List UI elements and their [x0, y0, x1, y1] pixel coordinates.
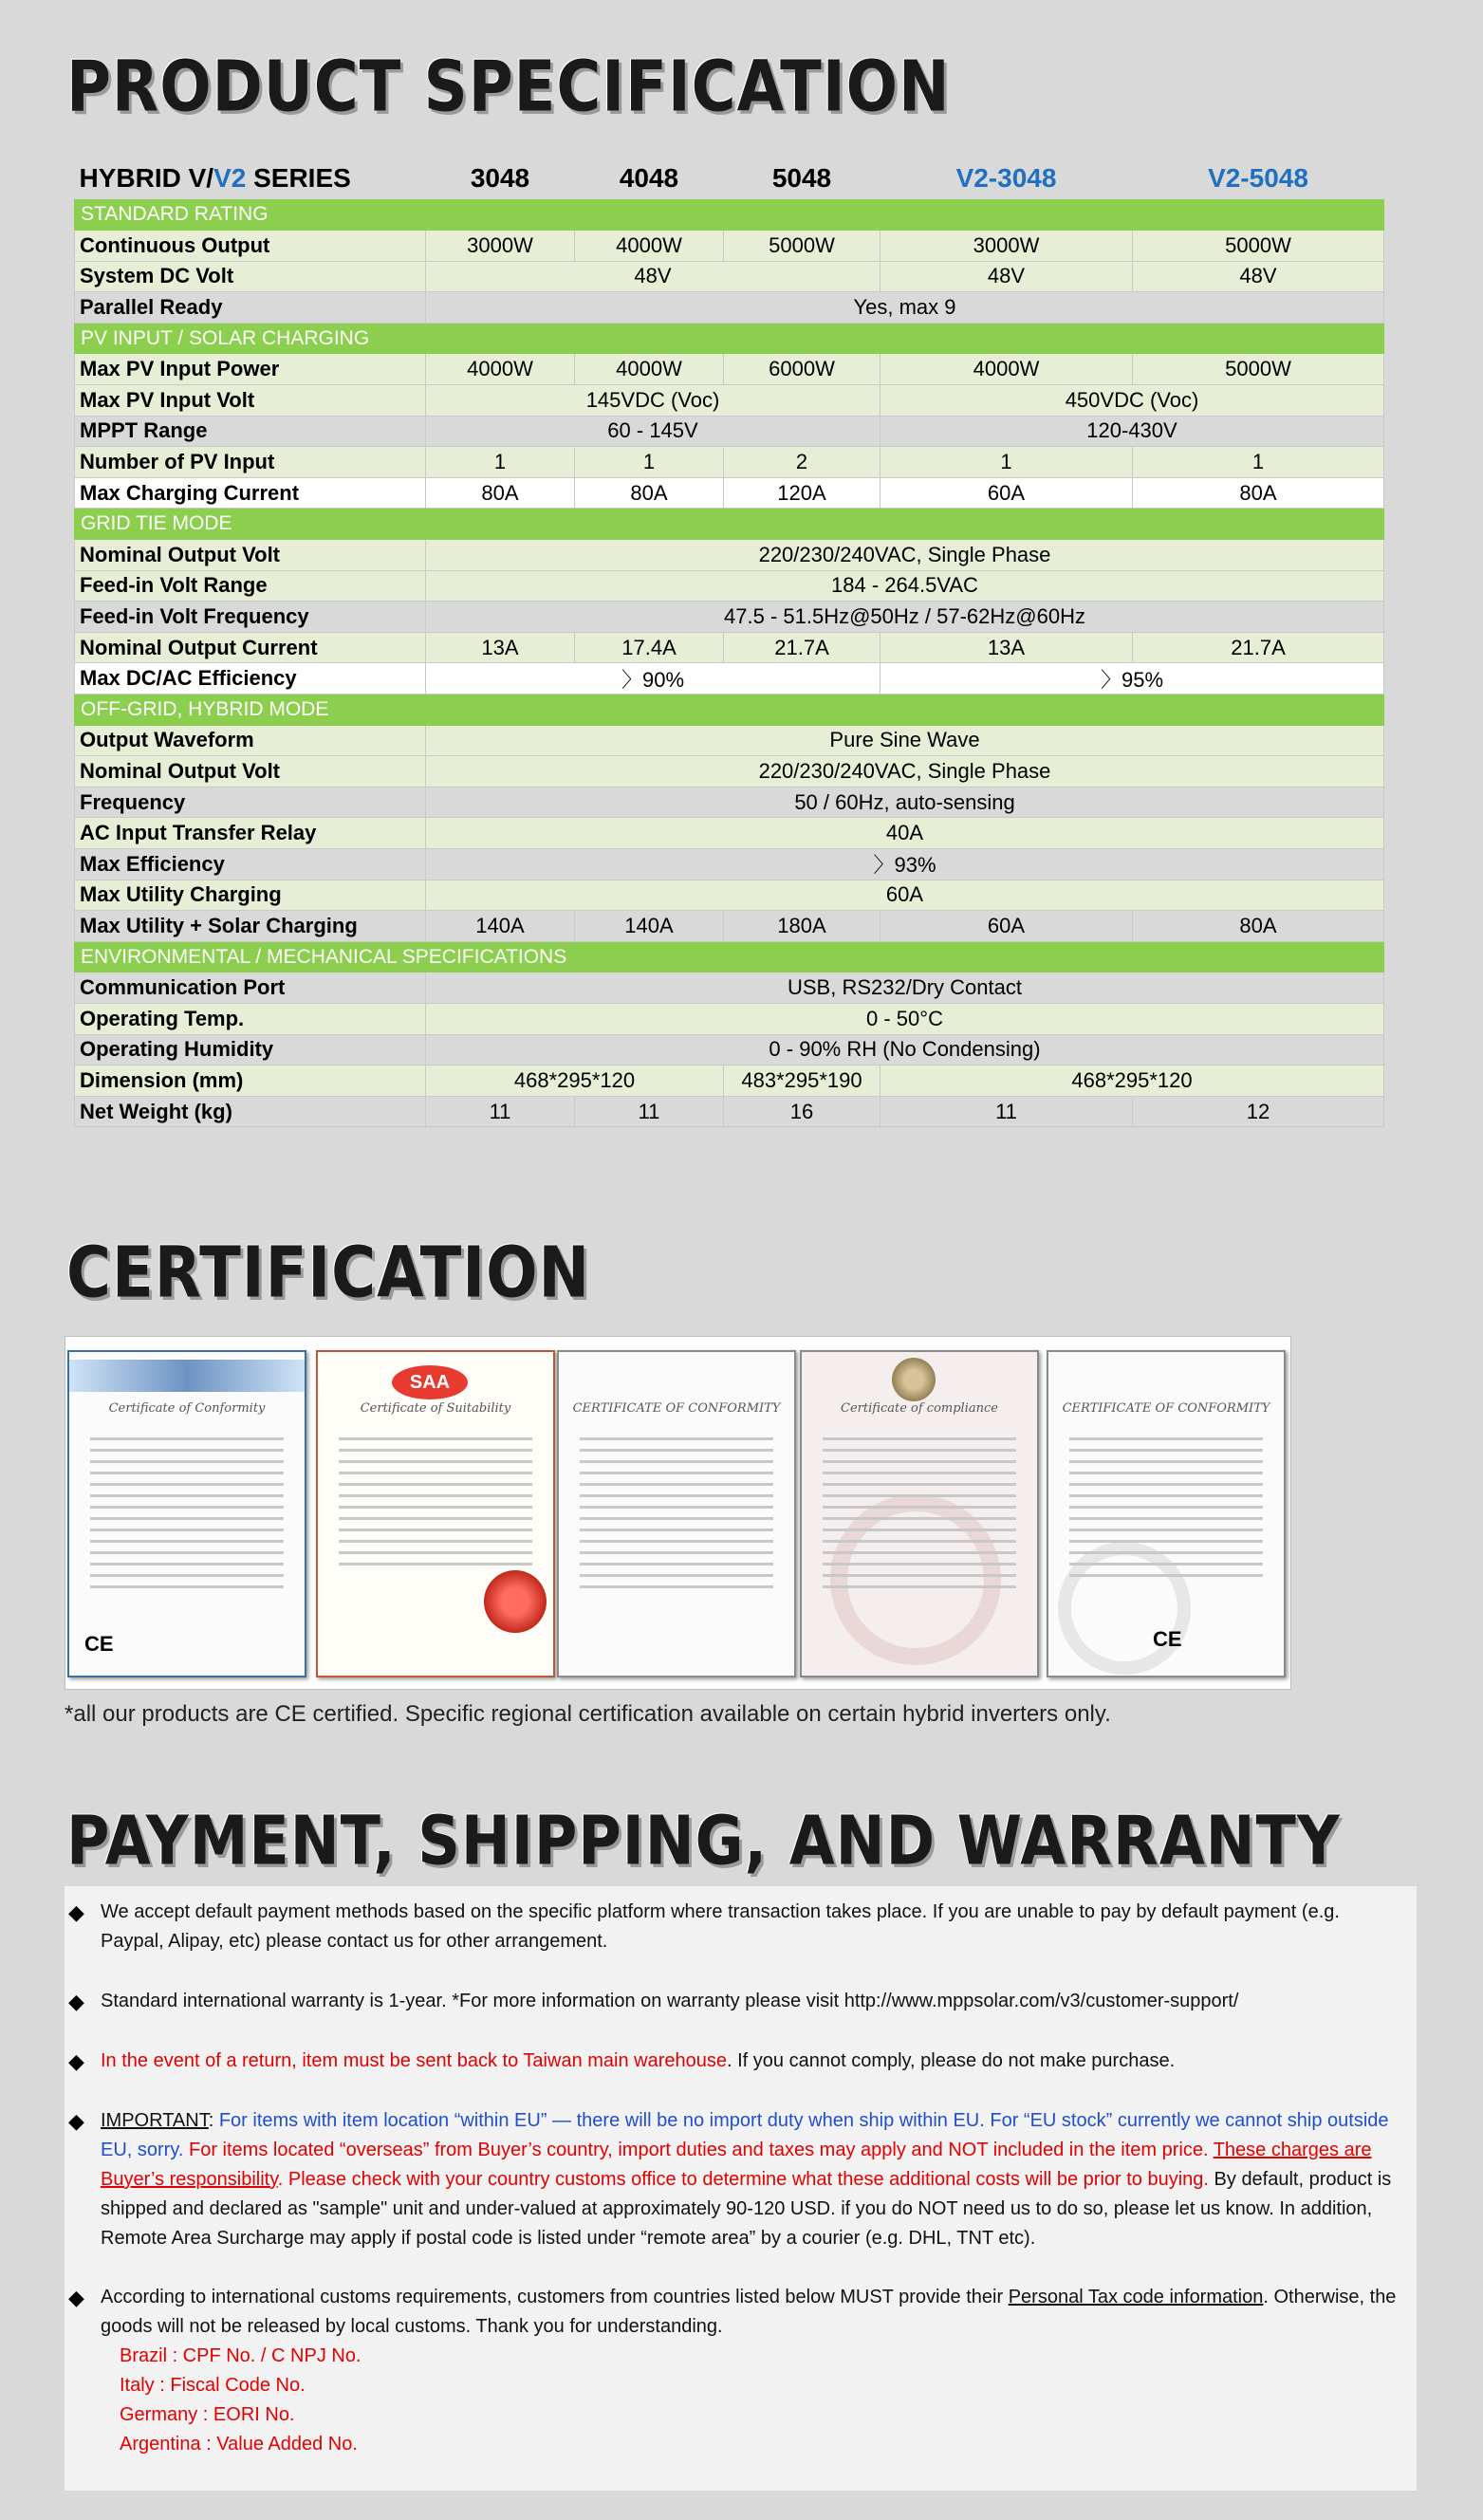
cell: 13A [426, 632, 575, 663]
row-label: Continuous Output [75, 231, 426, 262]
tax-code-brazil: Brazil : CPF No. / C NPJ No. [120, 2345, 361, 2366]
payment-heading: PAYMENT, SHIPPING, AND WARRANTY [66, 1801, 1341, 1881]
model-5048: 5048 [724, 158, 881, 199]
certificate-image: Certificate of Conformity CE [67, 1350, 306, 1677]
row-label: Communication Port [75, 973, 426, 1004]
table-row [75, 632, 1384, 663]
row-label: AC Input Transfer Relay [75, 818, 426, 849]
cell: 180A [724, 911, 881, 942]
table-row [75, 570, 1384, 602]
table-row [75, 663, 1384, 695]
cell: 40A [426, 818, 1384, 849]
cell: 5000W [1133, 231, 1384, 262]
table-row [75, 385, 1384, 417]
cell: 120A [724, 477, 881, 509]
cell: 1 [1133, 447, 1384, 478]
cell: 〉95% [881, 663, 1384, 695]
table-row [75, 756, 1384, 788]
spec-table [74, 158, 1384, 1127]
cell: USB, RS232/Dry Contact [426, 973, 1384, 1004]
cell: 1 [881, 447, 1133, 478]
table-row [75, 602, 1384, 633]
payment-methods-paragraph: ◆ We accept default payment methods based on the specific platform where transaction takes place. If you are unable to pay by default payment (e.g. Paypal, Alipay, etc) please contact us for other arrangement. [101, 1898, 1405, 1956]
cell: 140A [426, 911, 575, 942]
cell: 48V [881, 261, 1133, 292]
diamond-bullet-icon: ◆ [68, 2286, 84, 2309]
table-row [75, 911, 1384, 942]
row-label: Nominal Output Current [75, 632, 426, 663]
cell: 21.7A [724, 632, 881, 663]
cell: 3000W [881, 231, 1133, 262]
cell: 〉93% [426, 848, 1384, 880]
cell: 5000W [1133, 354, 1384, 385]
cell: 80A [426, 477, 575, 509]
cell: 184 - 264.5VAC [426, 570, 1384, 602]
table-row [75, 1096, 1384, 1127]
cell: 13A [881, 632, 1133, 663]
table-row [75, 261, 1384, 292]
cell: 450VDC (Voc) [881, 385, 1384, 417]
table-row [75, 447, 1384, 478]
cell: 0 - 50°C [426, 1003, 1384, 1034]
row-label: Output Waveform [75, 725, 426, 756]
cell: 48V [426, 261, 881, 292]
table-row [75, 973, 1384, 1004]
seal-icon [484, 1570, 547, 1633]
row-label: Number of PV Input [75, 447, 426, 478]
cell: 1 [426, 447, 575, 478]
model-4048: 4048 [575, 158, 724, 199]
seal-icon [892, 1358, 936, 1401]
cell: 4000W [881, 354, 1133, 385]
row-label: Net Weight (kg) [75, 1096, 426, 1127]
certificate-image: CERTIFICATE OF CONFORMITY [557, 1350, 796, 1677]
cell: Pure Sine Wave [426, 725, 1384, 756]
table-row [75, 477, 1384, 509]
product-specification-heading: PRODUCT SPECIFICATION [66, 47, 951, 129]
cell: 17.4A [575, 632, 724, 663]
tax-code-paragraph: ◆ According to international customs requirements, customers from countries listed below MUST provide their Personal Tax code information. Otherwise, the goods will not be released by local customs. Thank you for understanding. [101, 2283, 1405, 2342]
cell: 50 / 60Hz, auto-sensing [426, 787, 1384, 818]
row-label: Max Efficiency [75, 848, 426, 880]
cell: 3000W [426, 231, 575, 262]
model-3048: 3048 [426, 158, 575, 199]
cell: 0 - 90% RH (No Condensing) [426, 1034, 1384, 1065]
cell: 16 [724, 1096, 881, 1127]
payment-info-box [65, 1886, 1417, 2491]
row-label: Nominal Output Volt [75, 540, 426, 571]
cell: 48V [1133, 261, 1384, 292]
cell: 468*295*120 [426, 1065, 724, 1097]
row-label: Nominal Output Volt [75, 756, 426, 788]
certificate-image: Certificate of compliance [800, 1350, 1039, 1677]
cell: 21.7A [1133, 632, 1384, 663]
row-label: Max PV Input Power [75, 354, 426, 385]
model-v2-5048: V2-5048 [1133, 158, 1384, 199]
cell: 145VDC (Voc) [426, 385, 881, 417]
certificate-image: SAA Certificate of Suitability [316, 1350, 555, 1677]
cell: 4000W [575, 231, 724, 262]
table-row [75, 725, 1384, 756]
cell: 80A [1133, 911, 1384, 942]
row-label: Operating Temp. [75, 1003, 426, 1034]
cell: 47.5 - 51.5Hz@50Hz / 57-62Hz@60Hz [426, 602, 1384, 633]
row-label: Max Utility + Solar Charging [75, 911, 426, 942]
row-label: Max DC/AC Efficiency [75, 663, 426, 695]
row-label: Feed-in Volt Frequency [75, 602, 426, 633]
section-standard-rating: STANDARD RATING [75, 199, 1384, 231]
cell: 120-430V [881, 416, 1384, 447]
certificate-image: CERTIFICATE OF CONFORMITY CE [1047, 1350, 1286, 1677]
cell: 80A [1133, 477, 1384, 509]
table-row [75, 354, 1384, 385]
section-off-grid: OFF-GRID, HYBRID MODE [75, 695, 1384, 726]
ce-mark-icon: CE [1153, 1627, 1182, 1651]
section-environmental: ENVIRONMENTAL / MECHANICAL SPECIFICATIONS [75, 941, 1384, 973]
ce-mark-icon: CE [84, 1632, 114, 1656]
row-label: MPPT Range [75, 416, 426, 447]
table-row [75, 231, 1384, 262]
diamond-bullet-icon: ◆ [68, 1990, 84, 2013]
table-row [75, 292, 1384, 324]
warranty-paragraph: ◆ Standard international warranty is 1-year. *For more information on warranty please visit http://www.mppsolar.com/v3/customer-support/ [101, 1987, 1405, 2016]
cell: 11 [881, 1096, 1133, 1127]
table-row [75, 416, 1384, 447]
table-row [75, 1065, 1384, 1097]
model-v2-3048: V2-3048 [881, 158, 1133, 199]
cell: 60A [881, 477, 1133, 509]
cell: 220/230/240VAC, Single Phase [426, 756, 1384, 788]
saa-logo-icon: SAA [392, 1365, 468, 1399]
cell: 220/230/240VAC, Single Phase [426, 540, 1384, 571]
return-paragraph: ◆ In the event of a return, item must be sent back to Taiwan main warehouse. If you cannot comply, please do not make purchase. [101, 2047, 1405, 2076]
row-label: Feed-in Volt Range [75, 570, 426, 602]
table-row [75, 880, 1384, 911]
row-label: Max PV Input Volt [75, 385, 426, 417]
diamond-bullet-icon: ◆ [68, 2049, 84, 2073]
cell: 80A [575, 477, 724, 509]
spec-header-row [75, 158, 1384, 199]
cell: 11 [575, 1096, 724, 1127]
cell: 4000W [575, 354, 724, 385]
tax-code-argentina: Argentina : Value Added No. [120, 2434, 358, 2455]
row-label: Max Utility Charging [75, 880, 426, 911]
row-label: Max Charging Current [75, 477, 426, 509]
cell: 60 - 145V [426, 416, 881, 447]
cell: Yes, max 9 [426, 292, 1384, 324]
cell: 11 [426, 1096, 575, 1127]
tax-code-germany: Germany : EORI No. [120, 2404, 295, 2425]
section-pv-input: PV INPUT / SOLAR CHARGING [75, 323, 1384, 354]
table-row [75, 540, 1384, 571]
row-label: Frequency [75, 787, 426, 818]
row-label: Operating Humidity [75, 1034, 426, 1065]
cell: 4000W [426, 354, 575, 385]
diamond-bullet-icon: ◆ [68, 1900, 84, 1924]
cell: 140A [575, 911, 724, 942]
diamond-bullet-icon: ◆ [68, 2109, 84, 2133]
row-label: System DC Volt [75, 261, 426, 292]
table-row [75, 818, 1384, 849]
important-paragraph: ◆ IMPORTANT: For items with item location “within EU” — there will be no import duty when ship within EU. For “EU stock” currently we cannot ship outside EU, sorry. For items located “overseas” from Buyer’s country, import duties and taxes may apply and NOT included in the item price. These charges are Buyer’s responsibility. Please check with your country customs office to determine what these additional costs will be prior to buying. By default, product is shipped and declared as "sample" unit and under-valued at approximately 90-120 USD. if you do NOT need us to do so, please let us know. In addition, Remote Area Surcharge may apply if postal code is listed under “remote area” by a courier (e.g. DHL, TNT etc). [101, 2106, 1405, 2253]
table-row [75, 848, 1384, 880]
cell: 12 [1133, 1096, 1384, 1127]
cell: 468*295*120 [881, 1065, 1384, 1097]
row-label: Parallel Ready [75, 292, 426, 324]
table-row [75, 787, 1384, 818]
cell: 5000W [724, 231, 881, 262]
cell: 〉90% [426, 663, 881, 695]
tax-code-italy: Italy : Fiscal Code No. [120, 2375, 306, 2396]
certification-note: *all our products are CE certified. Specific regional certification available on certain hybrid inverters only. [65, 1701, 1111, 1727]
series-label: HYBRID V/V2 SERIES [75, 158, 426, 199]
row-label: Dimension (mm) [75, 1065, 426, 1097]
cell: 483*295*190 [724, 1065, 881, 1097]
certificate-gallery [65, 1336, 1291, 1690]
table-row [75, 1003, 1384, 1034]
certification-heading: CERTIFICATION [66, 1233, 591, 1315]
cell: 1 [575, 447, 724, 478]
section-grid-tie: GRID TIE MODE [75, 509, 1384, 540]
cell: 60A [881, 911, 1133, 942]
table-row [75, 1034, 1384, 1065]
cell: 60A [426, 880, 1384, 911]
cell: 6000W [724, 354, 881, 385]
cell: 2 [724, 447, 881, 478]
